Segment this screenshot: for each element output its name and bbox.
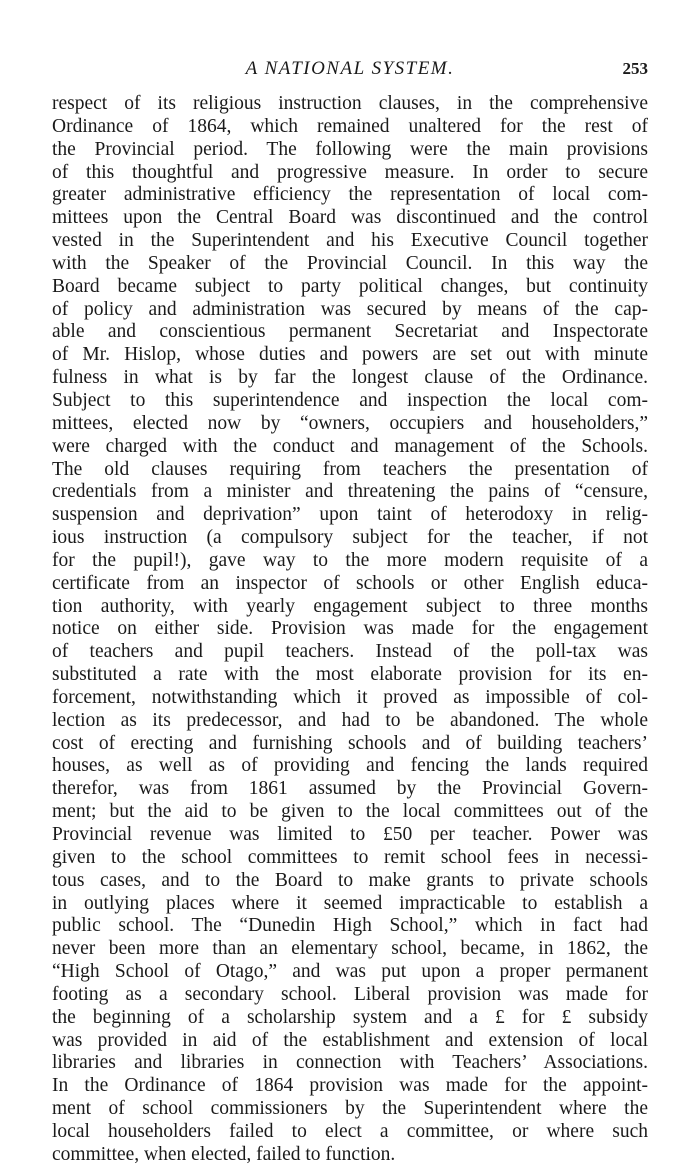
text-line: tous cases, and to the Board to make grants to private schools [52, 869, 648, 891]
text-line: In the Ordinance of 1864 provision was made for the appoint- [52, 1075, 648, 1097]
text-line: public school. The “Dunedin High School,” which in fact had [52, 915, 648, 937]
text-line: the beginning of a scholarship system and a £ for £ subsidy [52, 1006, 648, 1028]
text-line: given to the school committees to remit school fees in necessi- [52, 846, 648, 868]
text-line: Subject to this superintendence and inspection the local com- [52, 389, 648, 411]
text-line: committee, when elected, failed to function. [52, 1143, 396, 1165]
text-line: local householders failed to elect a committee, or where such [52, 1120, 648, 1142]
body-paragraph [52, 93, 648, 1167]
text-line: suspension and deprivation” upon taint of heterodoxy in relig- [52, 504, 648, 526]
text-line: tion authority, with yearly engagement subject to three months [52, 595, 648, 617]
text-line: footing as a secondary school. Liberal provision was made for [52, 983, 648, 1005]
text-line: notice on either side. Provision was made for the engagement [52, 618, 648, 640]
text-line: credentials from a minister and threatening the pains of “censure, [52, 481, 648, 503]
text-line: houses, as well as of providing and fencing the lands required [52, 755, 648, 777]
text-line: Provincial revenue was limited to £50 per teacher. Power was [52, 824, 648, 845]
text-line: Ordinance of 1864, which remained unaltered for the rest of [52, 115, 648, 137]
text-line: mittees upon the Central Board was discontinued and the control [52, 207, 648, 229]
text-line: therefor, was from 1861 assumed by the Provincial Govern- [52, 778, 648, 800]
text-line: vested in the Superintendent and his Executive Council together [52, 230, 648, 252]
text-line: respect of its religious instruction clauses, in the comprehensive [52, 93, 648, 114]
text-line: Board became subject to party political changes, but continuity [52, 275, 648, 297]
text-line: able and conscientious permanent Secretariat and Inspectorate [52, 321, 648, 343]
text-line: cost of erecting and furnishing schools and of building teachers’ [52, 732, 648, 754]
text-line: fulness in what is by far the longest clause of the Ordinance. [52, 367, 648, 389]
text-line: lection as its predecessor, and had to be abandoned. The whole [52, 709, 648, 731]
text-line: for the pupil!), gave way to the more modern requisite of a [52, 549, 648, 571]
text-line: forcement, notwithstanding which it proved as impossible of col- [52, 686, 648, 708]
text-line: ment of school commissioners by the Superintendent where the [52, 1098, 648, 1120]
text-line: greater administrative efficiency the representation of local com- [52, 184, 648, 206]
text-line: of Mr. Hislop, whose duties and powers are set out with minute [52, 344, 648, 366]
text-line: of teachers and pupil teachers. Instead of the poll-tax was [52, 641, 648, 663]
text-line: The old clauses requiring from teachers the presentation of [52, 458, 648, 480]
text-line: with the Speaker of the Provincial Council. In this way the [52, 252, 648, 274]
text-line: never been more than an elementary school, became, in 1862, the [52, 938, 648, 960]
text-line: were charged with the conduct and management of the Schools. [52, 435, 648, 457]
text-line: mittees, elected now by “owners, occupiers and householders,” [52, 412, 648, 434]
text-line: “High School of Otago,” and was put upon a proper permanent [52, 961, 648, 983]
text-line: libraries and libraries in connection with Teachers’ Associations. [52, 1052, 648, 1074]
page-number: 253 [622, 59, 648, 78]
text-line: of this thoughtful and progressive measure. In order to secure [52, 161, 648, 183]
running-head [52, 56, 648, 82]
text-line: certificate from an inspector of schools or other English educa- [52, 572, 648, 594]
text-line: in outlying places where it seemed impracticable to establish a [52, 892, 648, 914]
text-line: substituted a rate with the most elaborate provision for its en- [52, 664, 648, 686]
text-line: ious instruction (a compulsory subject for the teacher, if not [52, 527, 648, 549]
text-line: ment; but the aid to be given to the local committees out of the [52, 801, 648, 823]
running-title: A NATIONAL SYSTEM. [245, 58, 455, 79]
text-line: the Provincial period. The following were the main provisions [52, 138, 648, 160]
text-line: of policy and administration was secured by means of the cap- [52, 298, 648, 320]
text-line: was provided in aid of the establishment and extension of local [52, 1029, 648, 1051]
